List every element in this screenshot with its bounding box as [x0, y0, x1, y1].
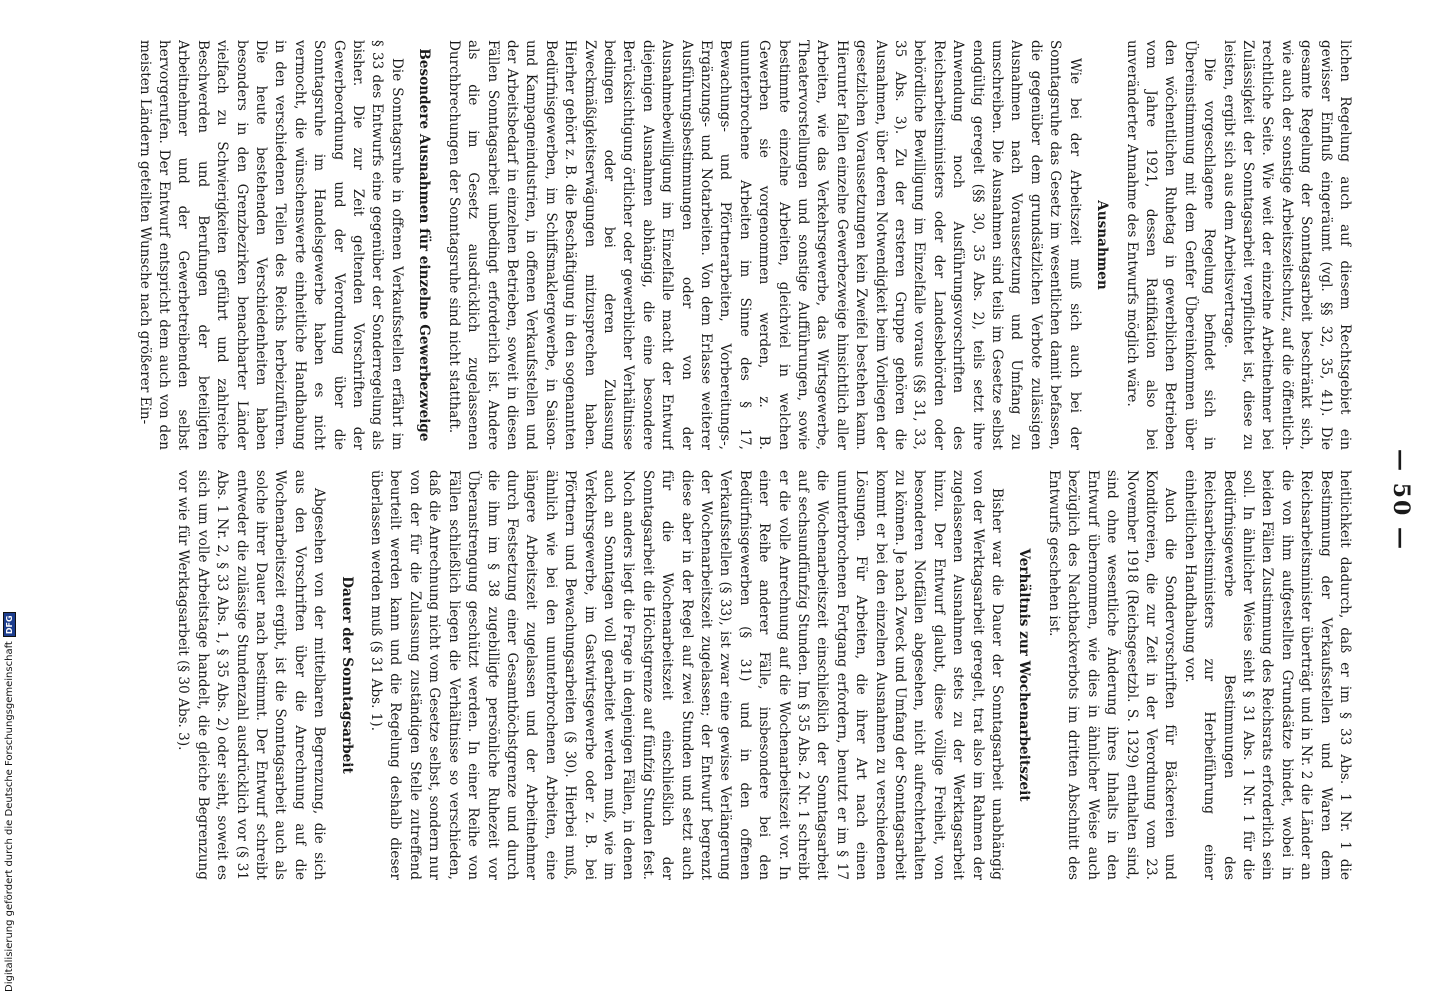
- paragraph: heitlichkeit dadurch, daß er im § 33 Abs. 1 Nr. 1 die Bestimmung der Verkaufsstellen und Waren dem Reichsarbeitsminister überträgt und in Nr. 2 die Länder an die von ihm aufgestellten Grundsätze bindet, wobei in beiden Fällen Zustimmung des Reichsrats erforderlich sein soll. In ähnlicher Weise sieht § 31 Abs. 1 Nr. 1 für die Bedürfnisgewerbe Bestimmungen des Reichsarbeitsministers zur Herbeiführung einer einheitlichen Handhabung vor.: [1181, 470, 1353, 880]
- paragraph: Auch die Sondervorschriften für Bäckereien und Konditoreien, die zur Zeit in der Verordnung vom 23. November 1918 (Reichsgesetzbl. S. 1329) enthalten sind, sind ohne wesentliche Änderung ihres Inhalts in den Entwurf übernommen, wie dies in ähnlicher Weise auch bezüglich des Nachtbackverbots im dritten Abschnitt des Entwurfs geschehen ist.: [1045, 470, 1179, 880]
- section-heading: Ausnahmen: [1094, 200, 1111, 290]
- paragraph: Abgesehen von der mittelbaren Begrenzung, die sich aus den Vorschriften über die Anrechnung auf die Wochenarbeitszeit ergibt, ist die Sonntagsarbeit auch als solche ihrer Dauer nach bestimmt. Der Entwurf schreibt entweder die zulässige Stundenzahl ausdrücklich vor (§ 31 Abs. 1 Nr. 2, § 33 Abs. 1, § 35 Abs. 2) oder sieht, soweit es sich um volle Arbeitstage handelt, die gleiche Begrenzung vor wie für Werktagsarbeit (§ 30 Abs. 3).: [175, 470, 328, 880]
- paragraph: Die Sonntagsruhe in offenen Verkaufsstellen erfährt im § 33 des Entwurfs eine gegenüber der Sonderregelung als bisher. Die zur Zeit geltenden Vorschriften der Gewerbeordnung und der Verordnung über die Sonntagsruhe im Handelsgewerbe haben es nicht vermocht, die wünschenswerte einheitliche Handhabung in den verschiedenen Teilen des Reichs herbeizuführen. Die heute bestehenden Verschiedenheiten haben besonders in den Grenzbezirken benachbarter Länder vielfach zu Schwierigkeiten geführt und zahlreiche Beschwerden und Berufungen der beteiligten Arbeitnehmer und der Gewerbetreibenden selbst hervorgerufen. Der Entwurf entspricht dem auch von den meisten Ländern geteilten Wunsche nach größerer Ein-: [136, 40, 405, 450]
- right-column: [74, 470, 1354, 880]
- section-heading: Dauer der Sonntagsarbeit: [338, 576, 355, 774]
- paragraph: Wie bei der Arbeitszeit muß sich auch bei der Sonntagsruhe das Gesetz im wesentlichen damit befassen, die gegenüber dem grundsätzlichen Verbote zulässigen Ausnahmen nach Voraussetzung und Umfang zu umschreiben. Die Ausnahmen sind teils im Gesetze selbst endgültig geregelt (§§ 30, 35 Abs. 2), teils setzt ihre Anwendung noch Ausführungsvorschriften des Reichsarbeitsministers oder der Landesbehörden oder behördliche Bewilligung im Einzelfalle voraus (§§ 31, 33, 35 Abs. 3). Zu der ersteren Gruppe gehören die Ausnahmen, über deren Notwendigkeit beim Vorliegen der gesetzlichen Voraussetzungen kein Zweifel bestehen kann. Hierunter fallen einzelne Gewerbezweige hinsichtlich aller Arbeiten, wie das Verkehrsgewerbe, das Wirtsgewerbe, Theatervorstellungen und sonstige Aufführungen, sowie bestimmte einzelne Arbeiten, gleichviel in welchen Gewerben sie vorgenommen werden, z. B. ununterbrochene Arbeiten im Sinne des § 17, Bewachungs- und Pförtnerarbeiten, Vorbereitungs-, Ergänzungs- und Notarbeiten. Von dem Erlasse weiterer Ausführungsbestimmungen oder von der Ausnahmebewilligung im Einzelfalle macht der Entwurf diejenigen Ausnahmen abhängig, die eine besondere Berücksichtigung örtlicher oder gewerblicher Verhältnisse bedingen oder bei deren Zulassung Zweckmäßigkeitserwägungen mitzusprechen haben. Hierher gehört z. B. die Beschäftigung in den sogenannten Bedürfnisgewerben, im Schiffsmaklergewerbe, in Saison- und Kampagneindustrien, in offenen Verkaufsstellen und der Arbeitsbedarf in einzelnen Betrieben, soweit in diesen Fällen Sonntagsarbeit unbedingt erforderlich ist. Andere als die im Gesetz ausdrücklich zugelassenen Durchbrechungen der Sonntagsruhe sind nicht statthaft.: [445, 40, 1083, 450]
- paragraph: lichen Regelung auch auf diesem Rechtsgebiet ein gewisser Einfluß eingeräumt (vgl. §§ 32, 35, 41). Die gesamte Regelung der Sonntagsarbeit beschränkt sich, wie auch der sonstige Arbeitszeitschutz, auf die öffentlich-rechtliche Seite. Wie weit der einzelne Arbeitnehmer bei Zulässigkeit der Sonntagsarbeit verpflichtet ist, diese zu leisten, ergibt sich aus dem Arbeitsvertrage.: [1220, 40, 1353, 450]
- paragraph: Die vorgeschlagene Regelung befindet sich in Übereinstimmung mit dem Genfer Übereinkommen über den wöchentlichen Ruhetag in gewerblichen Betrieben vom Jahre 1921, dessen Ratifikation also bei unveränderter Annahme des Entwurfs möglich wäre.: [1123, 40, 1218, 450]
- dfg-logo-icon: DFG: [3, 612, 16, 637]
- paragraph: Bisher war die Dauer der Sonntagsarbeit unabhängig von der Werktagsarbeit geregelt, trat also im Rahmen der zugelassenen Ausnahmen stets zu der Werktagsarbeit hinzu. Der Entwurf glaubt, diese völlige Freiheit, von besonderen Notfällen abgesehen, nicht aufrechterhalten zu können. Je nach Zweck und Umfang der Sonntagsarbeit kommt er bei den einzelnen Ausnahmen zu verschiedenen Lösungen. Für Arbeiten, die ihrer Art nach einen ununterbrochenen Fortgang erfordern, benutzt er im § 17 die Wochenarbeitszeit einschließlich der Sonntagsarbeit auf sechsundfünfzig Stunden. Im § 35 Abs. 2 Nr. 1 schreibt er die volle Anrechnung auf die Wochenarbeitszeit vor. In einer Reihe anderer Fälle, insbesondere bei den Bedürfnisgewerben (§ 31) und in den offenen Verkaufsstellen (§ 33), ist zwar eine gewisse Verlängerung der Wochenarbeitszeit zugelassen; der Entwurf begrenzt diese aber in der Regel auf zwei Stunden und setzt auch für die Wochenarbeitszeit einschließlich der Sonntagsarbeit die Höchstgrenze auf fünfzig Stunden fest. Noch anders liegt die Frage in denjenigen Fällen, in denen auch an Sonntagen voll gearbeitet werden muß, wie im Verkehrsgewerbe, im Gastwirtsgewerbe oder z. B. bei Pförtnern und Bewachungsarbeiten (§ 30). Hierbei muß, ähnlich wie bei den ununterbrochenen Arbeiten, eine längere Arbeitszeit zugelassen und der Arbeitnehmer durch Festsetzung einer Gesamthöchstgrenze und durch die ihm im § 38 zugebilligte persönliche Ruhezeit vor Überanstrengung geschützt werden. In einer Reihe von Fällen schließlich liegen die Verhältnisse so verschieden, daß die Anrechnung nicht vom Gesetze selbst, sondern nur von der für die Zulassung zuständigen Stelle zutreffend beurteilt werden kann und die Regelung deshalb dieser überlassen werden muß (§ 31 Abs. 1).: [368, 470, 1006, 880]
- section-heading: Besondere Ausnahmen für einzelne Gewerbezweige: [416, 48, 433, 442]
- credit-text: Digitalisierung gefördert durch die Deutsche Forschungsgemeinschaft: [4, 641, 15, 992]
- page-number: — 50 —: [1388, 449, 1414, 551]
- digitization-credit: [0, 8, 20, 992]
- section-heading: Verhältnis zur Wochenarbeitszeit: [1016, 548, 1033, 802]
- left-column: [74, 40, 1354, 450]
